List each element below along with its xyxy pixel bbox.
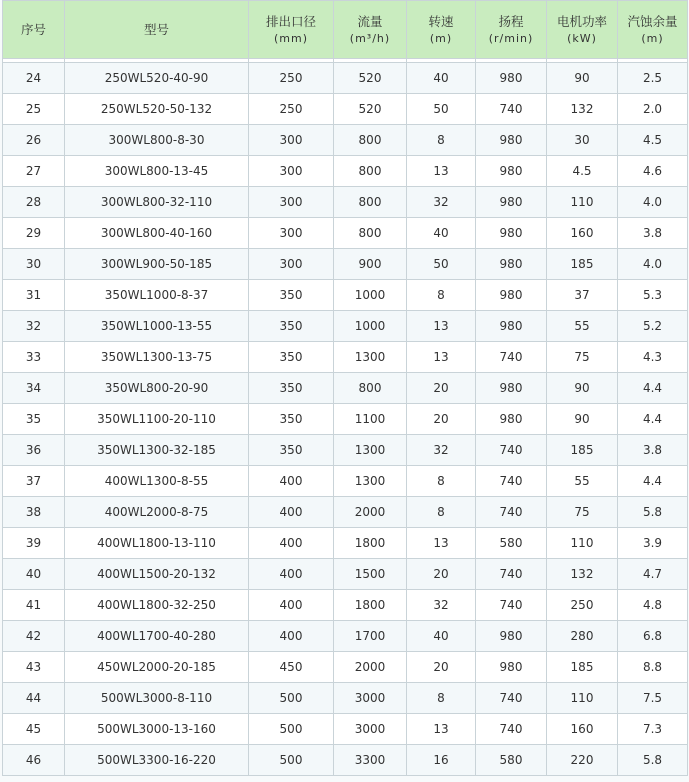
table-row bbox=[3, 94, 688, 125]
column-header-unit: (r/min) bbox=[488, 31, 534, 45]
table-cell: 300WL800-40-160 bbox=[65, 218, 249, 249]
column-header-unit: (m) bbox=[641, 31, 664, 45]
column-header-label: 排出口径 bbox=[265, 13, 316, 29]
table-cell: 8 bbox=[407, 683, 476, 714]
table-cell: 980 bbox=[476, 125, 547, 156]
table-cell: 800 bbox=[334, 218, 407, 249]
table-cell: 32 bbox=[407, 187, 476, 218]
table-cell: 25 bbox=[3, 94, 65, 125]
table-cell: 185 bbox=[547, 249, 618, 280]
table-cell: 800 bbox=[334, 125, 407, 156]
table-cell: 980 bbox=[476, 156, 547, 187]
column-header-label: 转速 bbox=[428, 13, 454, 29]
table-cell: 32 bbox=[407, 435, 476, 466]
table-row bbox=[3, 218, 688, 249]
table-cell: 500WL3000-8-110 bbox=[65, 683, 249, 714]
table-cell: 300 bbox=[249, 249, 334, 280]
column-header bbox=[249, 1, 334, 59]
table-cell: 1300 bbox=[334, 342, 407, 373]
table-cell: 980 bbox=[476, 621, 547, 652]
table-cell: 400 bbox=[249, 466, 334, 497]
table-cell: 37 bbox=[3, 466, 65, 497]
table-cell: 27 bbox=[3, 156, 65, 187]
table-cell: 40 bbox=[407, 218, 476, 249]
table-cell: 3.8 bbox=[618, 218, 688, 249]
column-header bbox=[65, 1, 249, 59]
table-row bbox=[3, 156, 688, 187]
table-cell: 350 bbox=[249, 373, 334, 404]
table-cell: 4.8 bbox=[618, 590, 688, 621]
table-cell: 3.8 bbox=[618, 435, 688, 466]
table-header bbox=[3, 1, 688, 59]
table-cell: 50 bbox=[407, 94, 476, 125]
table-cell: 4.4 bbox=[618, 404, 688, 435]
table-cell: 3000 bbox=[334, 714, 407, 745]
table-cell: 980 bbox=[476, 404, 547, 435]
table-row bbox=[3, 683, 688, 714]
column-header-label: 扬程 bbox=[498, 13, 524, 29]
table-cell: 400WL1700-40-280 bbox=[65, 621, 249, 652]
table-cell: 1500 bbox=[334, 559, 407, 590]
table-cell: 8 bbox=[407, 280, 476, 311]
table-cell: 110 bbox=[547, 683, 618, 714]
table-cell: 400WL1800-13-110 bbox=[65, 528, 249, 559]
table-cell: 740 bbox=[476, 590, 547, 621]
table-row bbox=[3, 311, 688, 342]
table-cell: 300WL800-13-45 bbox=[65, 156, 249, 187]
table-cell: 4.0 bbox=[618, 187, 688, 218]
table-cell: 185 bbox=[547, 652, 618, 683]
column-header bbox=[3, 1, 65, 59]
table-cell: 90 bbox=[547, 373, 618, 404]
table-cell: 500 bbox=[249, 714, 334, 745]
table-cell: 40 bbox=[407, 621, 476, 652]
table-row bbox=[3, 63, 688, 94]
column-header bbox=[547, 1, 618, 59]
table-cell: 980 bbox=[476, 652, 547, 683]
table-cell: 220 bbox=[547, 745, 618, 776]
table-cell: 980 bbox=[476, 311, 547, 342]
table-cell: 3.9 bbox=[618, 528, 688, 559]
table-body bbox=[3, 59, 688, 776]
table-cell: 4.4 bbox=[618, 466, 688, 497]
column-header bbox=[407, 1, 476, 59]
table-cell: 740 bbox=[476, 559, 547, 590]
table-cell: 31 bbox=[3, 280, 65, 311]
table-cell: 8.8 bbox=[618, 652, 688, 683]
table-row bbox=[3, 280, 688, 311]
table-cell: 5.8 bbox=[618, 745, 688, 776]
table-cell: 280 bbox=[547, 621, 618, 652]
table-cell: 250WL520-40-90 bbox=[65, 63, 249, 94]
column-header bbox=[476, 1, 547, 59]
table-cell: 5.3 bbox=[618, 280, 688, 311]
table-cell: 300WL800-8-30 bbox=[65, 125, 249, 156]
table-cell: 500 bbox=[249, 745, 334, 776]
table-cell: 740 bbox=[476, 497, 547, 528]
table-cell: 350WL1000-13-55 bbox=[65, 311, 249, 342]
table-cell: 33 bbox=[3, 342, 65, 373]
table-cell: 7.3 bbox=[618, 714, 688, 745]
column-header bbox=[618, 1, 688, 59]
table-cell: 160 bbox=[547, 218, 618, 249]
table-cell: 520 bbox=[334, 63, 407, 94]
table-cell: 4.0 bbox=[618, 249, 688, 280]
table-row bbox=[3, 559, 688, 590]
table-cell: 350 bbox=[249, 311, 334, 342]
table-row bbox=[3, 745, 688, 776]
table-cell: 500WL3300-16-220 bbox=[65, 745, 249, 776]
table-cell: 980 bbox=[476, 373, 547, 404]
table-cell: 800 bbox=[334, 187, 407, 218]
table-cell: 20 bbox=[407, 373, 476, 404]
table-cell: 400 bbox=[249, 497, 334, 528]
table-cell: 300WL900-50-185 bbox=[65, 249, 249, 280]
table-cell: 520 bbox=[334, 94, 407, 125]
table-cell: 32 bbox=[3, 311, 65, 342]
table-cell: 41 bbox=[3, 590, 65, 621]
table-cell: 13 bbox=[407, 156, 476, 187]
table-cell: 4.3 bbox=[618, 342, 688, 373]
table-cell: 20 bbox=[407, 652, 476, 683]
table-cell: 8 bbox=[407, 497, 476, 528]
table-cell: 30 bbox=[547, 125, 618, 156]
table-cell: 2.0 bbox=[618, 94, 688, 125]
table-cell: 20 bbox=[407, 404, 476, 435]
table-cell: 34 bbox=[3, 373, 65, 404]
table-cell: 740 bbox=[476, 342, 547, 373]
column-header-label: 汽蚀余量 bbox=[627, 13, 678, 29]
pump-spec-table bbox=[2, 0, 688, 776]
table-cell: 980 bbox=[476, 249, 547, 280]
table-cell: 4.5 bbox=[547, 156, 618, 187]
table-cell: 160 bbox=[547, 714, 618, 745]
table-cell: 450 bbox=[249, 652, 334, 683]
table-cell: 32 bbox=[407, 590, 476, 621]
table-cell: 800 bbox=[334, 156, 407, 187]
table-cell: 980 bbox=[476, 187, 547, 218]
table-row bbox=[3, 342, 688, 373]
column-header-label: 序号 bbox=[20, 22, 46, 37]
table-cell: 250 bbox=[547, 590, 618, 621]
table-cell: 50 bbox=[407, 249, 476, 280]
column-header-unit: (kW) bbox=[567, 31, 597, 45]
table-row bbox=[3, 249, 688, 280]
table-cell: 2000 bbox=[334, 497, 407, 528]
table-cell: 1800 bbox=[334, 590, 407, 621]
table-cell: 110 bbox=[547, 528, 618, 559]
column-header-label: 型号 bbox=[143, 22, 169, 37]
table-cell: 400WL1300-8-55 bbox=[65, 466, 249, 497]
table-cell: 1800 bbox=[334, 528, 407, 559]
column-header-label: 电机功率 bbox=[556, 13, 607, 29]
table-cell: 16 bbox=[407, 745, 476, 776]
table-cell: 740 bbox=[476, 466, 547, 497]
table-cell: 90 bbox=[547, 63, 618, 94]
table-cell: 580 bbox=[476, 528, 547, 559]
table-cell: 2000 bbox=[334, 652, 407, 683]
table-row bbox=[3, 187, 688, 218]
table-cell: 35 bbox=[3, 404, 65, 435]
table-cell: 55 bbox=[547, 466, 618, 497]
header-row bbox=[3, 1, 688, 59]
table-cell: 300 bbox=[249, 125, 334, 156]
table-cell: 300 bbox=[249, 187, 334, 218]
table-cell: 500WL3000-13-160 bbox=[65, 714, 249, 745]
table-cell: 132 bbox=[547, 94, 618, 125]
table-cell: 26 bbox=[3, 125, 65, 156]
table-cell: 1000 bbox=[334, 311, 407, 342]
table-cell: 13 bbox=[407, 342, 476, 373]
table-cell: 6.8 bbox=[618, 621, 688, 652]
table-cell: 500 bbox=[249, 683, 334, 714]
table-cell: 8 bbox=[407, 466, 476, 497]
table-cell: 7.5 bbox=[618, 683, 688, 714]
table-cell: 1300 bbox=[334, 435, 407, 466]
table-cell: 185 bbox=[547, 435, 618, 466]
table-cell: 20 bbox=[407, 559, 476, 590]
table-cell: 800 bbox=[334, 373, 407, 404]
table-row bbox=[3, 435, 688, 466]
table-row bbox=[3, 528, 688, 559]
table-cell: 42 bbox=[3, 621, 65, 652]
table-cell: 350WL1100-20-110 bbox=[65, 404, 249, 435]
table-cell: 8 bbox=[407, 125, 476, 156]
table-cell: 4.7 bbox=[618, 559, 688, 590]
table-cell: 740 bbox=[476, 714, 547, 745]
table-cell: 740 bbox=[476, 683, 547, 714]
table-cell: 13 bbox=[407, 311, 476, 342]
table-cell: 740 bbox=[476, 435, 547, 466]
table-cell: 350WL800-20-90 bbox=[65, 373, 249, 404]
table-cell: 400 bbox=[249, 528, 334, 559]
table-cell: 740 bbox=[476, 94, 547, 125]
table-cell: 1000 bbox=[334, 280, 407, 311]
table-cell: 980 bbox=[476, 63, 547, 94]
table-cell: 900 bbox=[334, 249, 407, 280]
table-cell: 250 bbox=[249, 63, 334, 94]
table-row bbox=[3, 466, 688, 497]
table-cell: 30 bbox=[3, 249, 65, 280]
table-cell: 400WL2000-8-75 bbox=[65, 497, 249, 528]
table-cell: 350 bbox=[249, 404, 334, 435]
table-cell: 3000 bbox=[334, 683, 407, 714]
table-cell: 350 bbox=[249, 342, 334, 373]
table-cell: 2.5 bbox=[618, 63, 688, 94]
table-cell: 28 bbox=[3, 187, 65, 218]
table-cell: 40 bbox=[407, 63, 476, 94]
table-cell: 90 bbox=[547, 404, 618, 435]
table-cell: 400 bbox=[249, 559, 334, 590]
column-header bbox=[334, 1, 407, 59]
column-header-label: 流量 bbox=[357, 13, 383, 29]
table-row bbox=[3, 590, 688, 621]
column-header-unit: (m) bbox=[429, 31, 453, 45]
table-cell: 5.2 bbox=[618, 311, 688, 342]
table-cell: 350WL1000-8-37 bbox=[65, 280, 249, 311]
table-cell: 37 bbox=[547, 280, 618, 311]
table-cell: 980 bbox=[476, 280, 547, 311]
table-cell: 132 bbox=[547, 559, 618, 590]
table-row bbox=[3, 373, 688, 404]
table-cell: 36 bbox=[3, 435, 65, 466]
table-cell: 46 bbox=[3, 745, 65, 776]
table-cell: 45 bbox=[3, 714, 65, 745]
table-cell: 29 bbox=[3, 218, 65, 249]
table-cell: 110 bbox=[547, 187, 618, 218]
table-cell: 350WL1300-13-75 bbox=[65, 342, 249, 373]
table-cell: 13 bbox=[407, 714, 476, 745]
table-cell: 350 bbox=[249, 435, 334, 466]
table-row bbox=[3, 125, 688, 156]
table-cell: 250WL520-50-132 bbox=[65, 94, 249, 125]
table-cell: 43 bbox=[3, 652, 65, 683]
table-cell: 1300 bbox=[334, 466, 407, 497]
table-row bbox=[3, 714, 688, 745]
table-cell: 3300 bbox=[334, 745, 407, 776]
table-cell: 38 bbox=[3, 497, 65, 528]
table-cell: 4.4 bbox=[618, 373, 688, 404]
table-cell: 250 bbox=[249, 94, 334, 125]
table-row bbox=[3, 652, 688, 683]
table-cell: 300 bbox=[249, 218, 334, 249]
column-header-unit: (m³/h) bbox=[349, 31, 391, 45]
table-cell: 400 bbox=[249, 621, 334, 652]
table-cell: 39 bbox=[3, 528, 65, 559]
table-cell: 400 bbox=[249, 590, 334, 621]
table-cell: 350 bbox=[249, 280, 334, 311]
table-cell: 55 bbox=[547, 311, 618, 342]
table-cell: 13 bbox=[407, 528, 476, 559]
table-cell: 1700 bbox=[334, 621, 407, 652]
table-cell: 75 bbox=[547, 342, 618, 373]
table-cell: 400WL1800-32-250 bbox=[65, 590, 249, 621]
table-cell: 1100 bbox=[334, 404, 407, 435]
table-cell: 44 bbox=[3, 683, 65, 714]
table-cell: 580 bbox=[476, 745, 547, 776]
column-header-unit: (mm) bbox=[273, 31, 308, 45]
table-cell: 75 bbox=[547, 497, 618, 528]
table-row bbox=[3, 404, 688, 435]
table-cell: 450WL2000-20-185 bbox=[65, 652, 249, 683]
table-cell: 300WL800-32-110 bbox=[65, 187, 249, 218]
table-cell: 5.8 bbox=[618, 497, 688, 528]
table-cell: 400WL1500-20-132 bbox=[65, 559, 249, 590]
table-cell: 350WL1300-32-185 bbox=[65, 435, 249, 466]
table-row bbox=[3, 621, 688, 652]
table-cell: 40 bbox=[3, 559, 65, 590]
table-cell: 980 bbox=[476, 218, 547, 249]
table-row bbox=[3, 497, 688, 528]
table-cell: 24 bbox=[3, 63, 65, 94]
table-cell: 4.6 bbox=[618, 156, 688, 187]
table-cell: 300 bbox=[249, 156, 334, 187]
table-cell: 4.5 bbox=[618, 125, 688, 156]
